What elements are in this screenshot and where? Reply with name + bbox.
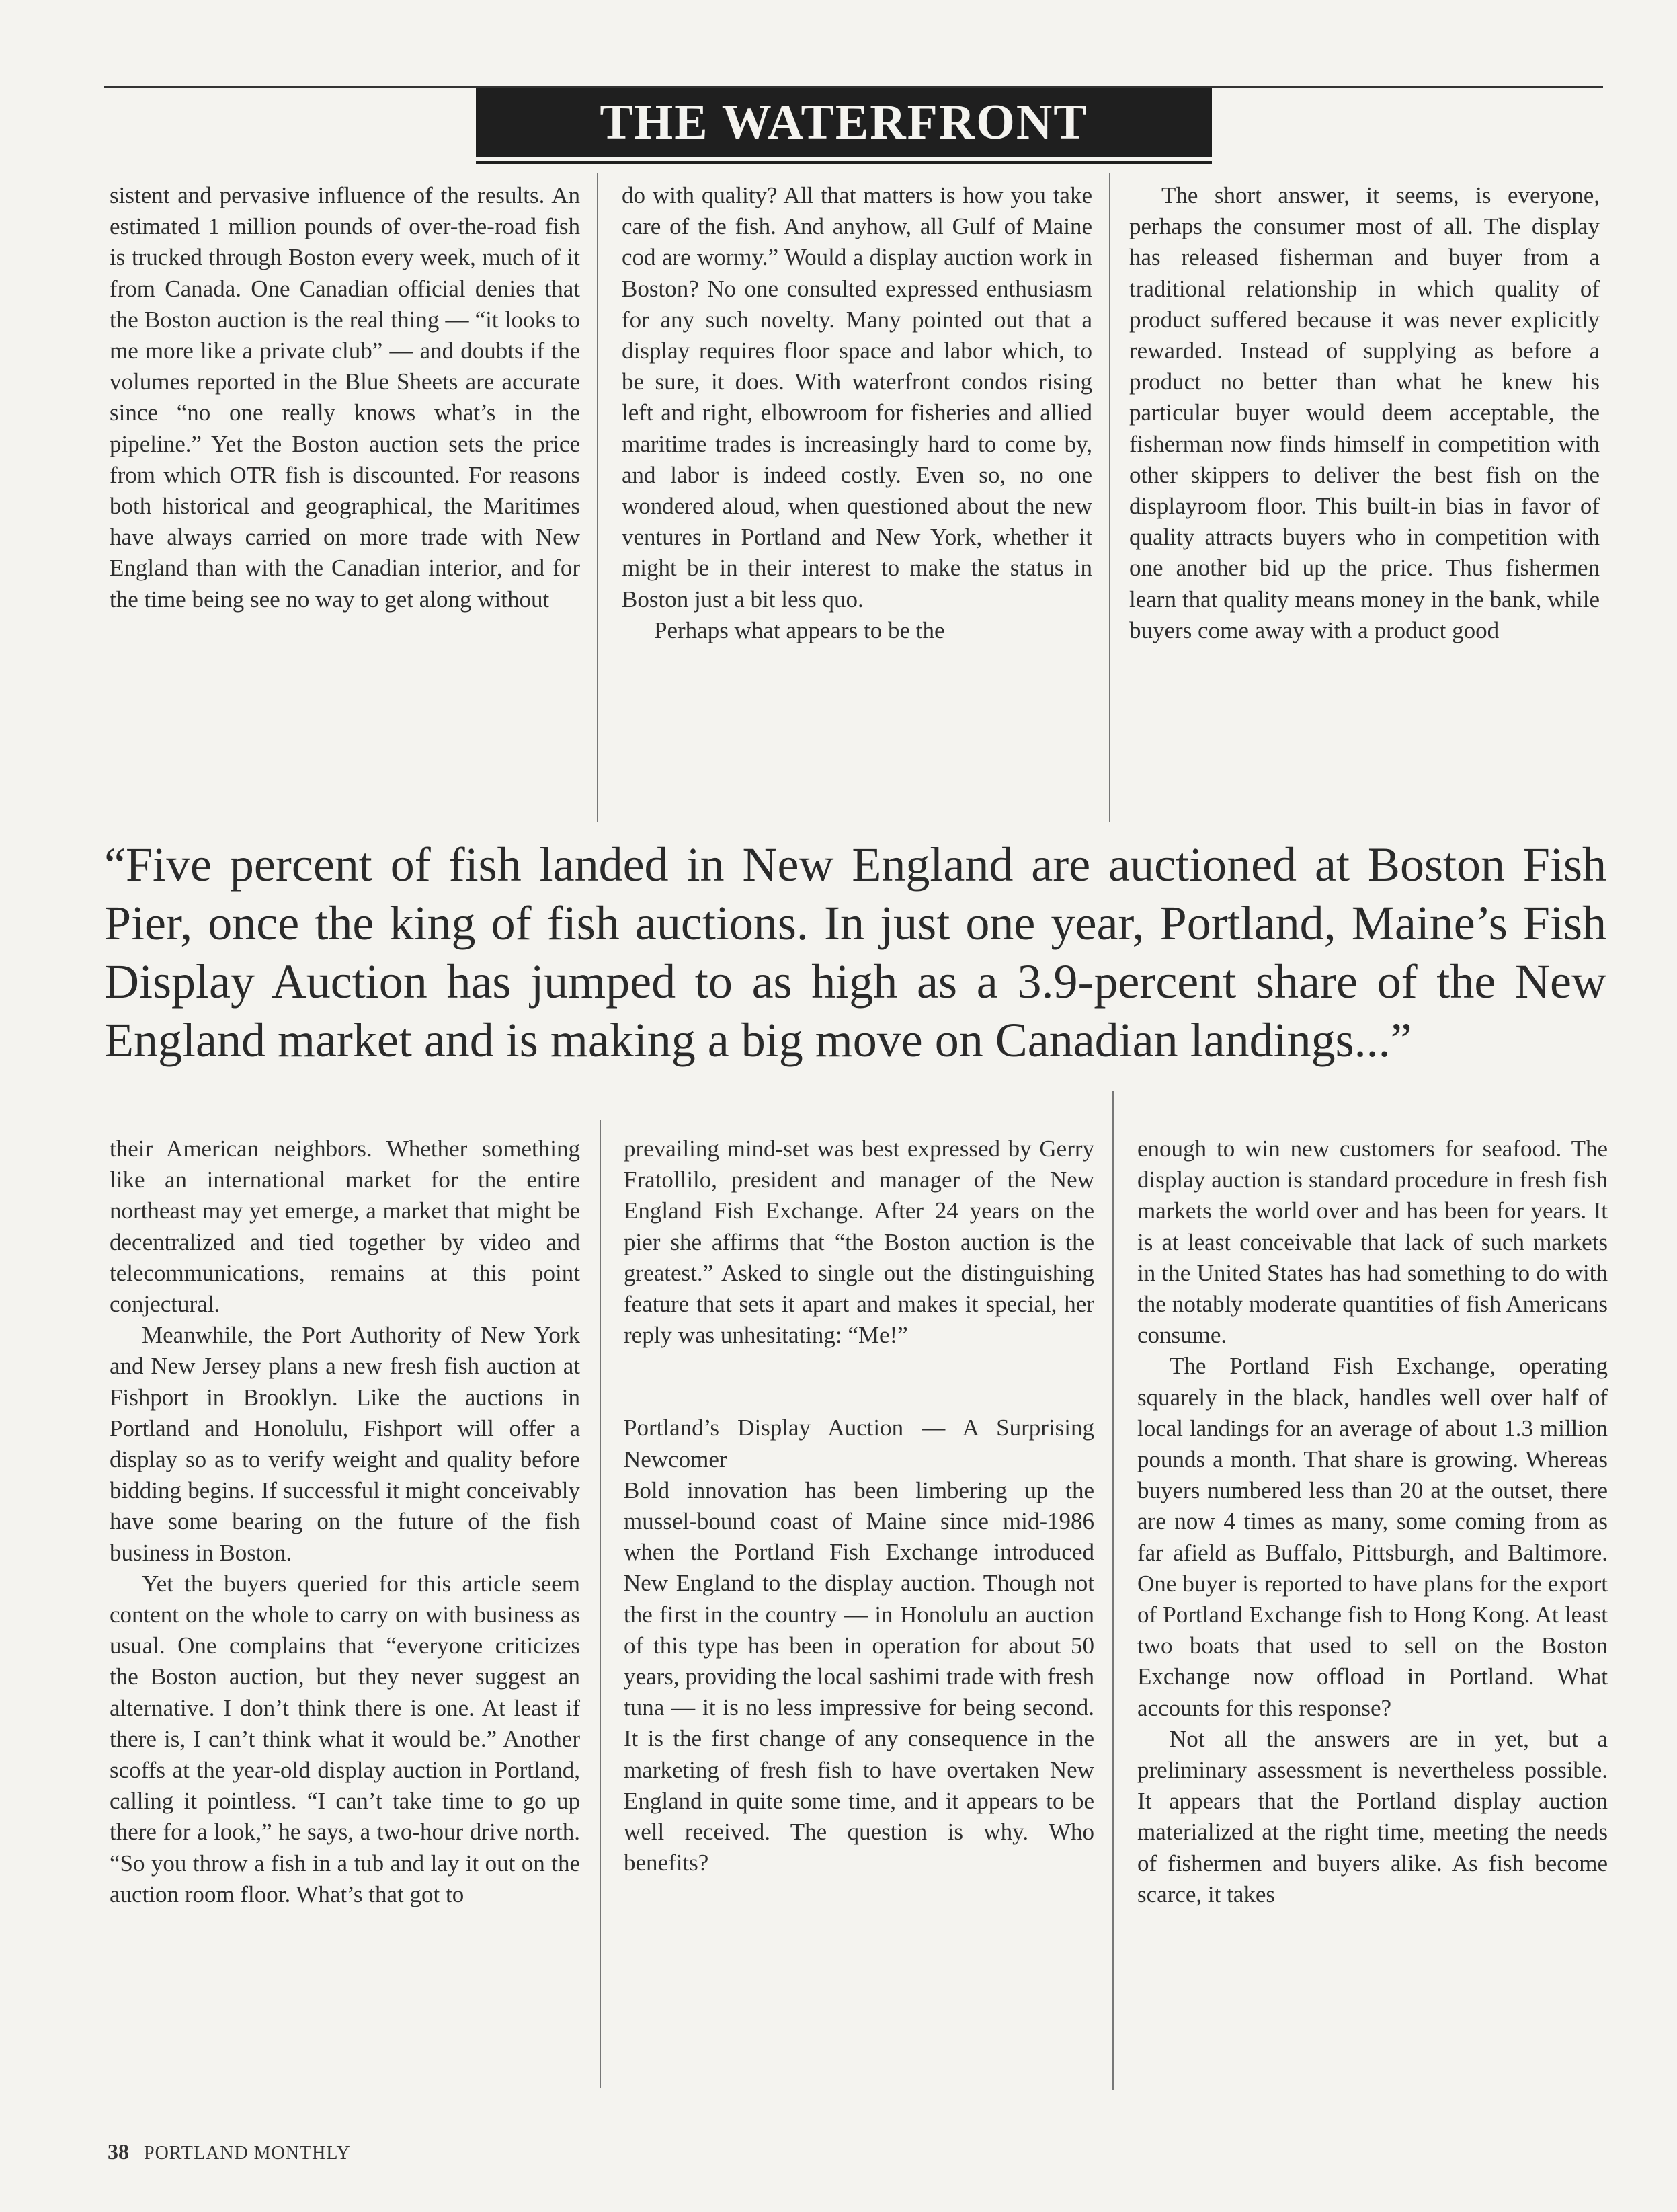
bottom-col1-paragraph: Meanwhile, the Port Authority of New York and New Jersey plans a new fresh fish auction at Fishport in Brooklyn. Like the auctions in Portland and Honolulu, Fishport will offer a display so as to verify weight and quality before bidding begins. If successful it might conceivably have some bearing on the future of the fish business in Boston.: [110, 1322, 580, 1566]
bottom-col2-paragraph: prevailing mind-set was best expressed by Gerry Fratollilo, president and manager of the New England Fish Exchange. After 24 years on the pier she affirms that “the Boston auction is the greatest.” Asked to single out the distinguishing feature that sets it apart and makes it special, her reply was unhesitating: “Me!”: [624, 1136, 1094, 1349]
magazine-name: PORTLAND MONTHLY: [144, 2143, 351, 2164]
column-rule-top-left: [597, 173, 598, 822]
top-column-1: [110, 180, 580, 615]
spacer: [624, 1351, 1094, 1413]
bottom-column-3: [1137, 1134, 1608, 1910]
top-col2-paragraph: do with quality? All that matters is how you take care of the fish. And anyhow, all Gulf of Maine cod are wormy.” Would a display auction work in Boston? No one consulted expressed enthusiasm for any such novelty. Many pointed out that a display requires floor space and labor which, to be sure, it does. With waterfront condos rising left and right, elbowroom for fisheries and allied maritime trades is increasingly hard to come by, and labor is indeed costly. Even so, no one wondered aloud, when questioned about the new ventures in Portland and New York, whether it might be in their interest to make the status in Boston just a bit less quo.: [622, 182, 1092, 613]
top-col1-text: sistent and pervasive influence of the results. An estimated 1 million pounds of over-the-road fish is trucked through Boston every week, much of it from Canada. One Canadian official denies that the Boston auction is the real thing — “it looks to me more like a private club” — and doubts if the volumes reported in the Blue Sheets are accurate since “no one really knows what’s in the pipeline.” Yet the Boston auction sets the price from which OTR fish is discounted. For reasons both historical and geographical, the Maritimes have always carried on more trade with New England than with the Canadian interior, and for the time being see no way to get along without: [110, 182, 580, 613]
bottom-column-2: [624, 1134, 1094, 1879]
bottom-col3-paragraph: Not all the answers are in yet, but a preliminary assessment is nevertheless possible. It appears that the Portland display auction materialized at the right time, meeting the needs of fishermen and buyers alike. As fish become scarce, it takes: [1137, 1725, 1608, 1907]
column-rule-bottom-right: [1112, 1091, 1114, 2090]
section-title: THE WATERFRONT: [476, 88, 1212, 157]
top-col3-text: The short answer, it seems, is everyone, perhaps the consumer most of all. The display has released fisherman and buyer from a traditional relationship in which quality of product suffered because it was never explicitly rewarded. Instead of supplying as before a product no better than what he knew his particular buyer would deem acceptable, the fisherman now finds himself in competition with other skippers to deliver the best fish on the displayroom floor. This built-in bias in favor of quality attracts buyers who in competition with one another bid up the price. Thus fishermen learn that quality means money in the bank, while buyers come away with a product good: [1129, 182, 1600, 643]
pull-quote: “Five percent of fish landed in New England are auctioned at Boston Fish Pier, once the king of fish auctions. In just one year, Portland, Maine’s Fish Display Auction has jumped to as high as a 3.9-percent share of the New England market and is making a big move on Canadian landings...”: [104, 838, 1606, 1067]
subheading: Portland’s Display Auction — A Surprising Newcomer: [624, 1415, 1094, 1472]
top-col2-paragraph: Perhaps what appears to be the: [654, 617, 945, 643]
top-column-3: [1129, 180, 1600, 646]
bottom-col3-paragraph: enough to win new customers for seafood. The display auction is standard procedure in fresh fish markets the world over and has been for years. It is at least conceivable that lack of such markets in the United States has had something to do with the notably moderate quantities of fish Americans consume.: [1137, 1136, 1608, 1349]
section-title-underline: [476, 161, 1212, 164]
column-rule-bottom-left: [600, 1120, 601, 2088]
bottom-column-1: [110, 1134, 580, 1910]
bottom-col2-paragraph: Bold innovation has been limbering up the mussel-bound coast of Maine since mid-1986 when the Portland Fish Exchange introduced New England to the display auction. Though not the first in the country — in Honolulu an auction of this type has been in operation for about 50 years, providing the local sashimi trade with fresh tuna — it is no less impressive for being second. It is the first change of any consequence in the marketing of fresh fish to have overtaken New England in quite some time, and it appears to be well received. The question is why. Who benefits?: [624, 1476, 1094, 1877]
page-number: 38: [108, 2139, 129, 2164]
bottom-col1-paragraph: Yet the buyers queried for this article seem content on the whole to carry on with business as usual. One complains that “everyone criticizes the Boston auction, but they never suggest an alternative. I don’t think there is one. At least if there is, I can’t think what it would be.” Another scoffs at the year-old display auction in Portland, calling it pointless. “I can’t take time to go up there for a look,” he says, a two-hour drive north. “So you throw a fish in a tub and lay it out on the auction room floor. What’s that got to: [110, 1570, 580, 1907]
column-rule-top-right: [1109, 173, 1110, 822]
bottom-col1-paragraph: their American neighbors. Whether something like an international market for the entire northeast may yet emerge, a market that might be decentralized and tied together by video and telecommunications, remains at this point conjectural.: [110, 1136, 580, 1318]
bottom-col3-paragraph: The Portland Fish Exchange, operating squarely in the black, handles well over half of local landings for an average of about 1.3 million pounds a month. That share is growing. Whereas buyers numbered less than 20 at the outset, there are now 4 times as many, some coming from as far afield as Buffalo, Pittsburgh, and Baltimore. One buyer is reported to have plans for the export of Portland Exchange fish to Hong Kong. At least two boats that used to sell on the Boston Exchange now offload in Portland. What accounts for this response?: [1137, 1353, 1608, 1721]
page-footer: [108, 2139, 351, 2164]
top-column-2: [622, 180, 1092, 646]
